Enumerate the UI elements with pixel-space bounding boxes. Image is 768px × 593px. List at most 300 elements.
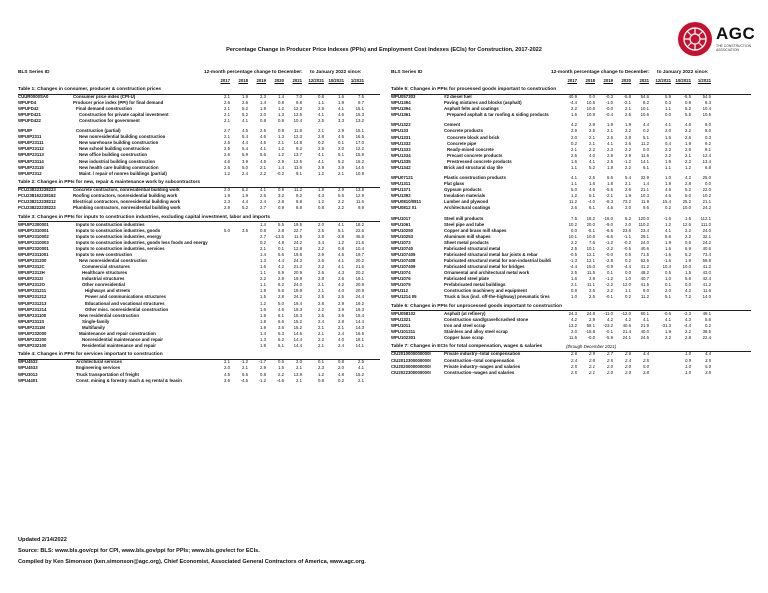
value-cell: 0.1 [278, 246, 284, 252]
value-cell: 0.2 [705, 322, 711, 328]
value-cell: 2.0 [224, 365, 230, 371]
value-cell: 1.1 [571, 164, 577, 170]
value-cell: 4.1 [589, 158, 595, 164]
value-cell: 2.5 [224, 140, 230, 146]
value-cell: 9.2 [705, 140, 711, 146]
value-cell: 1.6 [260, 264, 266, 270]
table-row [18, 113, 380, 118]
value-cell: 48.2 [640, 269, 649, 275]
value-cell: 9.7 [358, 100, 364, 106]
value-cell: 11.2 [293, 187, 302, 193]
value-cell: 2.5 [338, 294, 344, 300]
series-label: Nonresidential maintenance and repair [82, 336, 164, 342]
series-label: Precast concrete products [447, 152, 503, 158]
value-cell: 4.5 [242, 128, 248, 134]
value-cell: 2.8 [625, 134, 631, 140]
value-cell: 5.9 [242, 152, 248, 158]
series-label: Truck & bus (incl. off-the-highway) pneumatic tires [444, 294, 550, 300]
value-cell: 4.5 [607, 205, 613, 211]
value-cell: 2.9 [338, 187, 344, 193]
value-cell: 5.5 [278, 221, 284, 227]
series-label: Final demand construction [76, 106, 133, 112]
value-cell: 1.9 [685, 140, 691, 146]
table-row [18, 320, 380, 325]
series-id: WPU10740 [391, 245, 413, 251]
value-cell: 2.1 [685, 152, 691, 158]
series-id: WPUIP23114 [18, 158, 44, 164]
value-cell: 24.0 [702, 227, 711, 233]
value-cell: 1.5 [260, 294, 266, 300]
table-row [18, 271, 380, 276]
value-cell: -4.4 [569, 263, 577, 269]
value-cell: 49.1 [702, 310, 711, 316]
series-label: Aluminum mill shapes [444, 233, 491, 239]
pct-change-header: 12-month percentage change to December: [551, 70, 650, 75]
series-id: WPU102301 [391, 334, 416, 340]
series-label: New industrial building construction [79, 158, 156, 164]
series-id-header: BLS Series ID [391, 70, 423, 75]
value-cell: 2.5 [318, 312, 324, 318]
series-label: Producer price index (PPI) for final demand [73, 100, 164, 106]
value-cell: 5.4 [242, 134, 248, 140]
value-cell: 5.5 [685, 112, 691, 118]
value-cell: 2.6 [625, 140, 631, 146]
value-cell: 2.2 [318, 264, 324, 270]
value-cell: 15.1 [355, 106, 364, 112]
value-cell: 10.9 [586, 112, 595, 118]
value-cell: 2.7 [224, 128, 230, 134]
value-cell: 0.9 [685, 100, 691, 106]
value-cell: 9.1 [296, 170, 302, 176]
value-cell: 2.1 [224, 94, 230, 99]
value-cell: 1.1 [665, 106, 671, 112]
series-label: Healthcare structures [82, 270, 128, 276]
value-cell: 6.2 [278, 282, 284, 288]
series-label: New school building construction [79, 146, 150, 152]
series-label: Fabricated structural metal bar joists & rebar [444, 251, 538, 257]
series-id: WPUFD421 [18, 112, 41, 118]
table-row [391, 113, 751, 118]
value-cell: 0.8 [338, 359, 344, 365]
value-cell: 7.6 [589, 239, 595, 245]
value-cell: 20.9 [355, 288, 364, 294]
value-cell: 3.4 [318, 240, 324, 245]
value-cell: 2.7 [260, 205, 266, 211]
value-cell: 2.8 [318, 276, 324, 282]
value-cell: 2.5 [318, 294, 324, 300]
year-header: 2021 [639, 78, 649, 83]
value-cell: 10.5 [702, 112, 711, 118]
value-cell: 20.9 [293, 270, 302, 276]
series-label: Inputs to construction industries [76, 221, 145, 227]
value-cell: 5.2 [685, 251, 691, 257]
table-row [18, 153, 380, 158]
value-cell: -0.2 [276, 170, 284, 176]
value-cell: -15.8 [585, 328, 595, 334]
value-cell: 2.0 [625, 205, 631, 211]
value-cell: 1.2 [278, 152, 284, 158]
series-label: Asphalt (at refinery) [444, 310, 486, 316]
value-cell: 19.9 [293, 288, 302, 294]
table-row [18, 379, 380, 384]
series-id: WPU3012 [18, 371, 38, 377]
table-row [18, 206, 380, 211]
series-id: WPU133 [391, 128, 409, 134]
agc-logo-subtitle: THE CONSTRUCTION ASSOCIATION [716, 44, 752, 52]
table-row [391, 148, 751, 153]
value-cell: 0.8 [318, 94, 324, 99]
page-title: Percentage Change in Producer Price Indexes (PPIs) and Employment Cost Indexes (ECIs) for Construction, 2017-2022 [226, 47, 542, 53]
table-row [18, 326, 380, 331]
value-cell: 1.1 [625, 288, 631, 294]
series-id: WPUIP2311M [18, 324, 45, 330]
value-cell: 4.2 [571, 316, 577, 322]
value-cell: 2.6 [260, 193, 266, 199]
year-header: 10/2021 [675, 78, 691, 83]
value-cell: 4.5 [260, 140, 266, 146]
value-cell: 2.1 [318, 128, 324, 134]
value-cell: 2.1 [224, 118, 230, 124]
value-cell: 71.5 [640, 251, 649, 257]
value-cell: 2.9 [318, 146, 324, 152]
value-cell: 0.0 [685, 282, 691, 288]
value-cell: 3.9 [338, 306, 344, 312]
value-cell: 2.1 [318, 330, 324, 336]
value-cell: 22.7 [293, 227, 302, 233]
series-label: Maint. / repair of nonres buildings (partial) [79, 170, 167, 176]
value-cell: -0.0 [605, 106, 613, 112]
value-cell: 1.4 [278, 164, 284, 170]
value-cell: -0.5 [623, 245, 631, 251]
value-cell: 0.2 [643, 128, 649, 134]
value-cell: 38.5 [702, 328, 711, 334]
value-cell: 1.6 [589, 181, 595, 187]
table-row [18, 160, 380, 165]
value-cell: 12.6 [682, 221, 691, 227]
value-cell: 4.4 [643, 122, 649, 128]
table-row [18, 302, 380, 307]
value-cell: -0.3 [605, 94, 613, 99]
series-label: Paving mixtures and blocks (asphalt) [444, 100, 522, 106]
value-cell: 11.6 [293, 164, 302, 170]
value-cell: 1.3 [278, 134, 284, 140]
value-cell: 18.2 [355, 221, 364, 227]
value-cell: 0.3 [705, 134, 711, 140]
table-row [18, 259, 380, 264]
table-row [18, 373, 380, 378]
table-row [18, 147, 380, 152]
value-cell: 0.2 [571, 140, 577, 146]
value-cell: 16.2 [355, 158, 364, 164]
value-cell: 11.8 [293, 128, 302, 134]
value-cell: 5.2 [242, 205, 248, 211]
value-cell: 0.9 [278, 128, 284, 134]
value-cell: 2.1 [296, 377, 302, 383]
value-cell: -5.6 [605, 187, 613, 193]
value-cell: 110.2 [638, 221, 649, 227]
value-cell: 2.2 [278, 371, 284, 377]
section-title: Table 4: Changes in PPIs for services important to construction [18, 352, 163, 358]
value-cell: 2.2 [318, 306, 324, 312]
value-cell: 15.2 [355, 371, 364, 377]
value-cell: 2.1 [571, 282, 577, 288]
series-label: Construction for private capital investment [79, 112, 169, 118]
value-cell: 2.2 [260, 276, 266, 282]
value-cell: 24.4 [355, 294, 364, 300]
value-cell: 1.2 [278, 146, 284, 152]
value-cell: 0.2 [625, 257, 631, 263]
section-note: (through December 2021) [566, 344, 617, 350]
pct-change-header: 12-month percentage change to December: [204, 70, 303, 75]
value-cell: 4.3 [338, 270, 344, 276]
value-cell: 1.4 [278, 94, 284, 99]
table-row [391, 217, 751, 222]
value-cell: 2.9 [625, 152, 631, 158]
value-cell: 120.0 [638, 215, 649, 221]
value-cell: 2.0 [318, 221, 324, 227]
value-cell: 1.6 [665, 134, 671, 140]
agc-logo [678, 22, 764, 62]
series-label: Architectural services [76, 359, 122, 365]
series-id: CIU2020000000000I [391, 363, 431, 369]
value-cell: 5.0 [705, 363, 711, 369]
value-cell: 5.0 [571, 187, 577, 193]
value-cell: 2.1 [318, 342, 324, 348]
value-cell: 2.0 [571, 328, 577, 334]
series-label: Single-family [82, 318, 110, 324]
value-cell: 6.1 [643, 164, 649, 170]
value-cell: 2.8 [278, 199, 284, 205]
value-cell: 1.6 [665, 245, 671, 251]
table-row [391, 136, 751, 141]
value-cell: 0.1 [607, 269, 613, 275]
series-id: WPU1392 [391, 193, 411, 199]
value-cell: 4.8 [278, 240, 284, 245]
value-cell: 2.6 [338, 276, 344, 282]
value-cell: 4.1 [607, 140, 613, 146]
series-label: Const. mining & forestry mach & eq rental & leasin [76, 377, 182, 383]
value-cell: 22.4 [702, 334, 711, 340]
series-id: CUUR0000SA0 [18, 94, 49, 99]
value-cell: 2.3 [318, 365, 324, 371]
value-cell: 40.0 [640, 328, 649, 334]
series-id: WPU107409 [391, 263, 416, 269]
value-cell: 41.5 [640, 282, 649, 288]
value-cell: 4.4 [242, 199, 248, 205]
value-cell: 4.1 [318, 112, 324, 118]
value-cell: 12.1 [586, 251, 595, 257]
series-id: WPUIP231214 [18, 306, 47, 312]
series-id: WPU1322 [391, 122, 411, 128]
value-cell: 2.1 [318, 324, 324, 330]
value-cell: 1.3 [260, 258, 266, 264]
series-id: WPUFD422 [18, 118, 41, 124]
value-cell: 24.2 [702, 205, 711, 211]
value-cell: 1.5 [685, 269, 691, 275]
series-label: Iron and steel scrap [444, 322, 486, 328]
series-id: WPUIP23111 [18, 140, 44, 146]
series-id: WPU10250 [391, 227, 413, 233]
value-cell: 21.1 [702, 199, 711, 205]
value-cell: 4.1 [318, 152, 324, 158]
value-cell: -0.0 [605, 251, 613, 257]
series-label: Construction (partial) [76, 128, 121, 134]
value-cell: 1.9 [224, 193, 230, 199]
value-cell: 0.9 [278, 187, 284, 193]
value-cell: 13.8 [355, 187, 364, 193]
series-label: Other nonresidential [82, 282, 125, 288]
value-cell: 0.9 [571, 288, 577, 294]
value-cell: -0.6 [663, 310, 671, 316]
value-cell: -0.1 [605, 328, 613, 334]
value-cell: 2.6 [224, 152, 230, 158]
value-cell: 0.9 [278, 118, 284, 124]
value-cell: 2.4 [625, 357, 631, 363]
series-label: Other misc. nonresidential construction [85, 306, 169, 312]
value-cell: -0.2 [623, 239, 631, 245]
footer-compiled: Compiled by Ken Simonson (ken.simonson@agc.org), Chief Economist, Associated General Contractors of America, www.agc.org. [18, 559, 366, 565]
value-cell: 2.1 [358, 377, 364, 383]
year-header: 2018 [585, 78, 595, 83]
series-id: WPU1074 [391, 269, 411, 275]
value-cell: 21.4 [622, 328, 631, 334]
value-cell: 13.7 [293, 152, 302, 158]
value-cell: 12.4 [702, 152, 711, 158]
value-cell: 4.5 [338, 134, 344, 140]
section-title: Table 6: Changes in PPIs for unprocessed goods important to construction [391, 303, 563, 309]
value-cell: -6.6 [605, 227, 613, 233]
value-cell: -4.6 [276, 377, 284, 383]
series-label: Concrete contractors, nonresidential building work [73, 187, 180, 193]
value-cell: 3.3 [338, 118, 344, 124]
value-cell: 24.2 [702, 239, 711, 245]
series-label: Architectural coatings [444, 205, 491, 211]
value-cell: 0.1 [318, 359, 324, 365]
value-cell: 2.6 [607, 134, 613, 140]
value-cell: 13.2 [355, 118, 364, 124]
value-cell: 12.1 [586, 257, 595, 263]
value-cell: 2.8 [278, 227, 284, 233]
series-id: WPU1394 [391, 106, 411, 112]
value-cell: 5.1 [665, 294, 671, 300]
value-cell: 8.3 [705, 100, 711, 106]
value-cell: 24.3 [293, 258, 302, 264]
value-cell: 2.0 [296, 359, 302, 365]
value-cell: 40.9 [568, 94, 577, 99]
footer-updated: Updated 2/14/2022 [18, 537, 67, 543]
series-label: New residential construction [79, 312, 140, 318]
value-cell: 4.1 [242, 118, 248, 124]
value-cell: 6.5 [242, 371, 248, 377]
value-cell: 2.5 [607, 357, 613, 363]
value-cell: 2.1 [260, 164, 266, 170]
value-cell: 15.3 [355, 112, 364, 118]
value-cell: 0.2 [338, 377, 344, 383]
value-cell: 12.0 [622, 282, 631, 288]
series-label: Sheet metal products [444, 239, 489, 245]
value-cell: 0.9 [278, 205, 284, 211]
series-id: WPU07121 [391, 175, 413, 180]
series-id: WPU0812 01 [391, 205, 417, 211]
value-cell: 15.4 [355, 312, 364, 318]
since-header: to January 2022 since: [657, 70, 709, 75]
value-cell: 1.4 [260, 100, 266, 106]
value-cell: 9.9 [358, 205, 364, 211]
value-cell: 1.9 [338, 100, 344, 106]
value-cell: 1.9 [242, 94, 248, 99]
value-cell: 1.5 [685, 215, 691, 221]
value-cell: -12.0 [621, 310, 631, 316]
value-cell: 20.9 [355, 282, 364, 288]
value-cell: -1.2 [240, 359, 248, 365]
value-cell: 2.8 [685, 181, 691, 187]
value-cell: 24.0 [640, 239, 649, 245]
series-label: Industrial structures [82, 276, 125, 282]
value-cell: 4.2 [338, 282, 344, 288]
value-cell: 5.2 [685, 106, 691, 112]
table-row [391, 371, 751, 376]
value-cell: 4.0 [338, 336, 344, 342]
table-row [391, 295, 751, 300]
series-id: WPU107405 [391, 251, 416, 257]
value-cell: 2.6 [571, 351, 577, 357]
table-row [391, 206, 751, 211]
table-row [391, 223, 751, 228]
table-row [18, 283, 380, 288]
value-cell: -2.2 [605, 282, 613, 288]
value-cell: 2.4 [338, 330, 344, 336]
value-cell: 1.9 [607, 122, 613, 128]
value-cell: 24.1 [622, 334, 631, 340]
series-label: Ready-mixed concrete [447, 146, 494, 152]
series-label: Steel pipe and tube [444, 221, 485, 227]
value-cell: 2.9 [318, 164, 324, 170]
series-id: WPUIP23112 [18, 146, 44, 152]
value-cell: 1.1 [318, 100, 324, 106]
series-label: Concrete pipe [447, 140, 477, 146]
value-cell: 4.6 [589, 187, 595, 193]
table-row [391, 365, 751, 370]
value-cell: 1.0 [685, 369, 691, 375]
value-cell: 40.7 [640, 276, 649, 281]
series-label: Power and communications structures [85, 294, 167, 300]
table-row [18, 360, 380, 365]
series-id: WPU1073 [391, 239, 411, 245]
value-cell: -1.6 [663, 215, 671, 221]
table-row [18, 344, 380, 349]
year-header: 2021 [292, 78, 302, 83]
series-id: WPUIP2311S [18, 318, 45, 324]
value-cell: 15.0 [586, 263, 595, 269]
value-cell: 6.8 [705, 164, 711, 170]
value-cell: 3.2 [278, 193, 284, 199]
value-cell: -6.6 [605, 233, 613, 239]
value-cell: 6.6 [278, 318, 284, 324]
series-id: WPUIP2311 [18, 134, 42, 140]
value-cell: 4.2 [607, 316, 613, 322]
value-cell: 2.2 [338, 205, 344, 211]
value-cell: 41.2 [702, 282, 711, 288]
value-cell: 5.2 [625, 215, 631, 221]
value-cell: 2.4 [260, 199, 266, 205]
table-row [391, 166, 751, 171]
value-cell: 21.2 [293, 264, 302, 270]
value-cell: 1.9 [260, 324, 266, 330]
value-cell: 2.0 [224, 187, 230, 193]
value-cell: 19.8 [293, 252, 302, 258]
value-cell: 5.2 [589, 164, 595, 170]
value-cell: 2.8 [589, 357, 595, 363]
